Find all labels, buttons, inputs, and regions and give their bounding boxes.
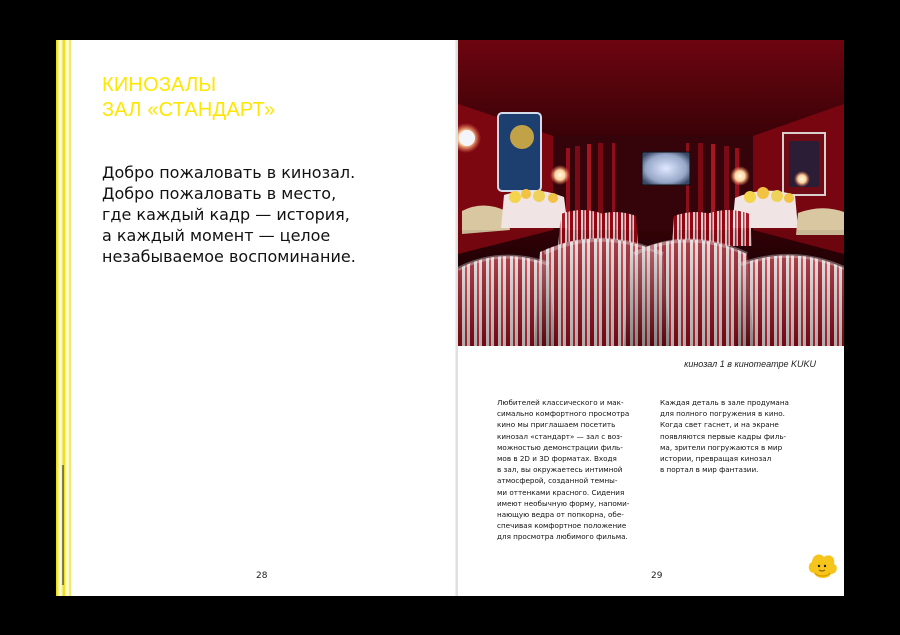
body-line: Когда свет гаснет, и на экране: [660, 420, 779, 430]
body-line: атмосферой, созданной темны-: [497, 476, 618, 486]
body-line: мов в 2D и 3D форматах. Входя: [497, 454, 617, 464]
popcorn-mascot-icon: [805, 549, 839, 583]
photo-caption: кинозал 1 в кинотеатре KUKU: [684, 359, 816, 369]
body-line: появляются первые кадры филь-: [660, 431, 787, 441]
body-line: можностью демонстрации филь-: [497, 442, 623, 452]
intro-line: а каждый момент — целое: [102, 226, 331, 245]
intro-line: где каждый кадр — история,: [102, 205, 350, 224]
body-line: ми оттенками красного. Сидения: [497, 487, 625, 497]
body-line: истории, превращая кинозал: [660, 454, 772, 464]
intro-line: незабываемое воспоминание.: [102, 247, 356, 266]
book-spread: [56, 40, 844, 596]
body-line: в зал, вы окружаетесь интимной: [497, 465, 623, 475]
body-line: для полного погружения в кино.: [660, 409, 785, 419]
body-line: нающую ведра от попкорна, обе-: [497, 510, 624, 520]
body-line: спечивая комфортное положение: [497, 521, 627, 531]
body-line: ма, зрители погружаются в мир: [660, 442, 783, 452]
body-line: в портал в мир фантазии.: [660, 465, 759, 475]
intro-line: Добро пожаловать в кинозал.: [102, 163, 356, 182]
page-number-right: 29: [651, 571, 663, 581]
body-line: Каждая деталь в зале продумана: [660, 398, 789, 407]
headline-line: ЗАЛ «СТАНДАРТ»: [102, 99, 276, 121]
intro-line: Добро пожаловать в место,: [102, 184, 337, 203]
section-headline: [102, 73, 422, 123]
body-column-left: [497, 397, 645, 543]
cinema-hall-illustration: [458, 40, 844, 346]
body-line: кинозал «стандарт» — зал с воз-: [497, 431, 623, 441]
page-number-left: 28: [256, 571, 268, 581]
headline-line: КИНОЗАЛЫ: [102, 74, 217, 96]
body-line: для просмотра любимого фильма.: [497, 532, 628, 542]
intro-text: [102, 162, 432, 267]
body-column-right: [660, 397, 808, 475]
body-line: имеют необычную форму, напоми-: [497, 498, 630, 508]
cinema-hall-photo: [458, 40, 844, 346]
left-page: [56, 40, 456, 596]
body-line: Любителей классического и мак-: [497, 398, 624, 407]
body-line: симально комфортного просмотра: [497, 409, 630, 419]
page-edge-decoration: [56, 40, 72, 596]
right-page: [458, 40, 844, 596]
body-line: кино мы приглашаем посетить: [497, 420, 616, 430]
